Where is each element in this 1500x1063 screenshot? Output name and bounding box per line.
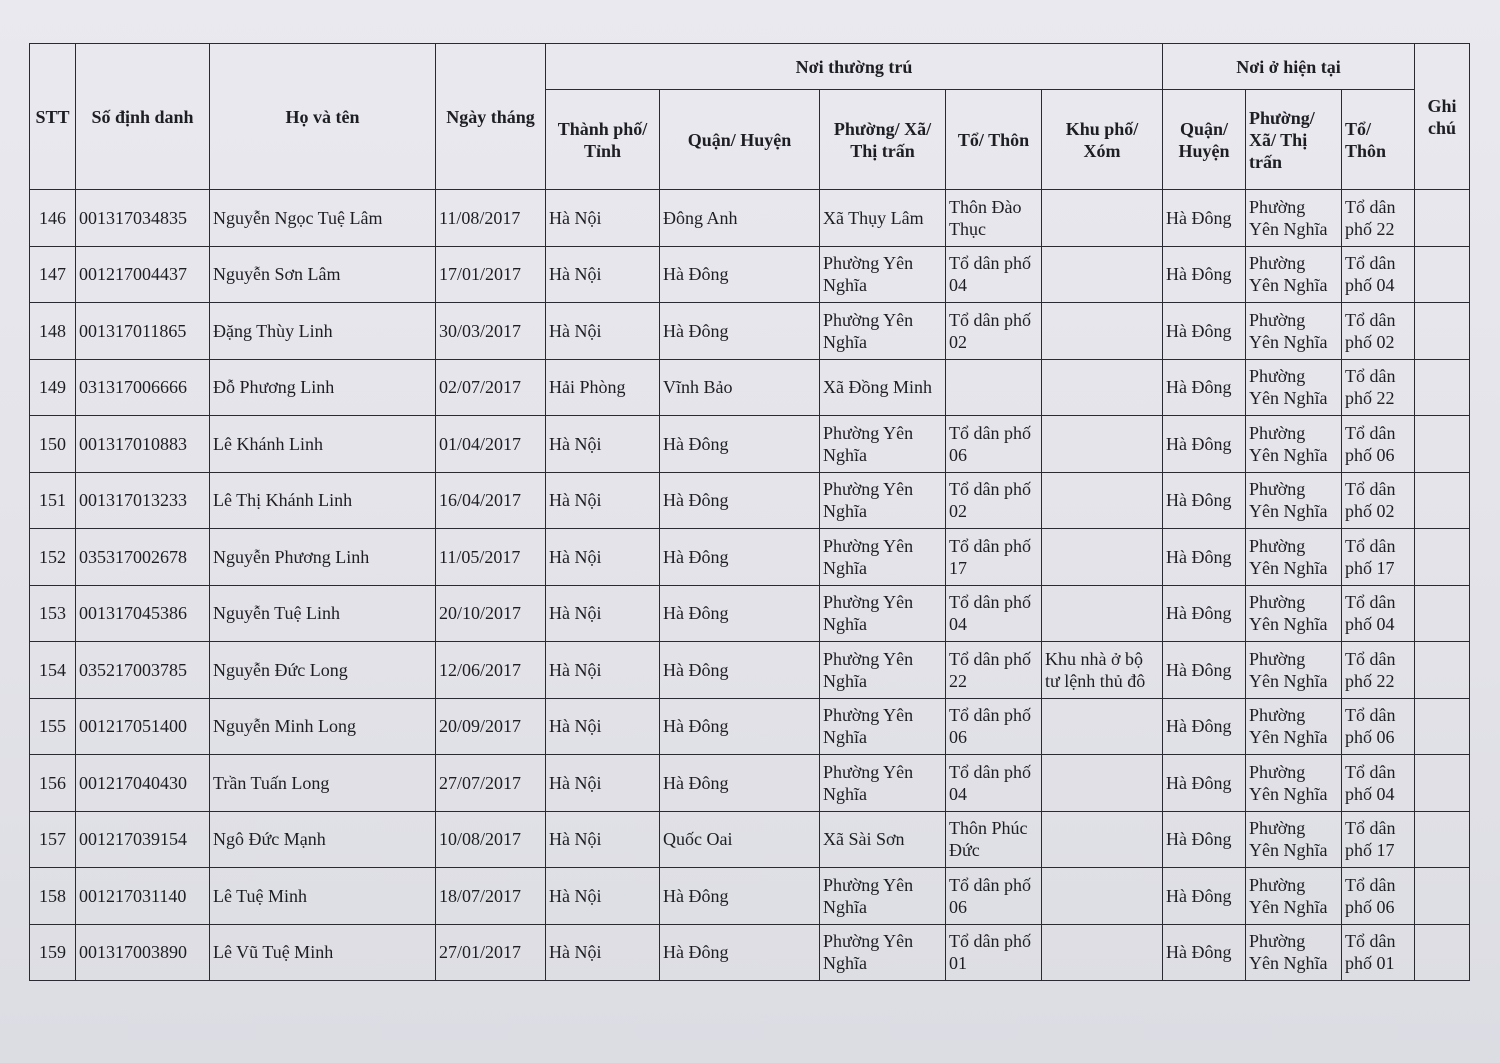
cell-cur-district: Hà Đông	[1163, 303, 1246, 360]
cell-cur-group: Tổ dân phố 02	[1342, 472, 1415, 529]
cell-perm-ward: Phường Yên Nghĩa	[820, 416, 946, 473]
cell-cur-group: Tổ dân phố 02	[1342, 303, 1415, 360]
header-note: Ghi chú	[1415, 44, 1470, 190]
cell-stt: 150	[30, 416, 76, 473]
cell-perm-block	[1042, 190, 1163, 247]
cell-perm-city: Hà Nội	[546, 811, 660, 868]
cell-perm-district: Hà Đông	[660, 585, 820, 642]
cell-perm-block	[1042, 303, 1163, 360]
cell-id: 001317045386	[76, 585, 210, 642]
header-perm-group: Tổ/ Thôn	[946, 90, 1042, 190]
cell-cur-district: Hà Đông	[1163, 698, 1246, 755]
cell-cur-group: Tổ dân phố 06	[1342, 868, 1415, 925]
cell-cur-district: Hà Đông	[1163, 529, 1246, 586]
cell-dob: 10/08/2017	[436, 811, 546, 868]
header-cur-group: Tổ/ Thôn	[1342, 90, 1415, 190]
cell-perm-block	[1042, 359, 1163, 416]
header-cur-ward: Phường/ Xã/ Thị trấn	[1246, 90, 1342, 190]
cell-perm-block	[1042, 472, 1163, 529]
table-row	[30, 303, 1470, 360]
cell-name: Lê Tuệ Minh	[210, 868, 436, 925]
table-row	[30, 698, 1470, 755]
cell-perm-group: Tổ dân phố 02	[946, 472, 1042, 529]
cell-perm-district: Quốc Oai	[660, 811, 820, 868]
cell-perm-group: Tổ dân phố 06	[946, 698, 1042, 755]
cell-stt: 158	[30, 868, 76, 925]
cell-note	[1415, 585, 1470, 642]
cell-stt: 156	[30, 755, 76, 812]
cell-cur-group: Tổ dân phố 22	[1342, 190, 1415, 247]
cell-note	[1415, 472, 1470, 529]
cell-cur-group: Tổ dân phố 04	[1342, 585, 1415, 642]
cell-id: 001317011865	[76, 303, 210, 360]
cell-cur-district: Hà Đông	[1163, 868, 1246, 925]
cell-perm-ward: Xã Thụy Lâm	[820, 190, 946, 247]
cell-cur-district: Hà Đông	[1163, 190, 1246, 247]
cell-id: 035217003785	[76, 642, 210, 699]
cell-cur-group: Tổ dân phố 22	[1342, 642, 1415, 699]
header-permanent: Nơi thường trú	[546, 44, 1163, 90]
cell-perm-district: Hà Đông	[660, 472, 820, 529]
cell-dob: 20/10/2017	[436, 585, 546, 642]
cell-perm-city: Hà Nội	[546, 755, 660, 812]
cell-perm-city: Hải Phòng	[546, 359, 660, 416]
cell-note	[1415, 359, 1470, 416]
cell-perm-ward: Phường Yên Nghĩa	[820, 303, 946, 360]
cell-note	[1415, 755, 1470, 812]
cell-cur-group: Tổ dân phố 01	[1342, 924, 1415, 981]
cell-perm-city: Hà Nội	[546, 868, 660, 925]
cell-perm-ward: Phường Yên Nghĩa	[820, 246, 946, 303]
cell-perm-block	[1042, 698, 1163, 755]
cell-perm-group: Tổ dân phố 22	[946, 642, 1042, 699]
table-row	[30, 246, 1470, 303]
cell-perm-city: Hà Nội	[546, 303, 660, 360]
cell-cur-district: Hà Đông	[1163, 642, 1246, 699]
cell-cur-group: Tổ dân phố 17	[1342, 811, 1415, 868]
cell-perm-block: Khu nhà ở bộ tư lệnh thủ đô	[1042, 642, 1163, 699]
cell-cur-group: Tổ dân phố 06	[1342, 416, 1415, 473]
cell-perm-district: Hà Đông	[660, 642, 820, 699]
cell-cur-district: Hà Đông	[1163, 924, 1246, 981]
cell-perm-block	[1042, 416, 1163, 473]
cell-perm-ward: Phường Yên Nghĩa	[820, 755, 946, 812]
cell-perm-group: Thôn Đào Thục	[946, 190, 1042, 247]
cell-perm-block	[1042, 755, 1163, 812]
header-cur-district: Quận/ Huyện	[1163, 90, 1246, 190]
cell-dob: 01/04/2017	[436, 416, 546, 473]
header-dob: Ngày tháng	[436, 44, 546, 190]
cell-perm-city: Hà Nội	[546, 246, 660, 303]
cell-perm-ward: Xã Sài Sơn	[820, 811, 946, 868]
header-current: Nơi ở hiện tại	[1163, 44, 1415, 90]
cell-id: 001217031140	[76, 868, 210, 925]
cell-note	[1415, 529, 1470, 586]
cell-name: Lê Vũ Tuệ Minh	[210, 924, 436, 981]
cell-dob: 11/08/2017	[436, 190, 546, 247]
cell-dob: 12/06/2017	[436, 642, 546, 699]
cell-perm-block	[1042, 246, 1163, 303]
cell-stt: 146	[30, 190, 76, 247]
cell-cur-district: Hà Đông	[1163, 359, 1246, 416]
cell-id: 001317010883	[76, 416, 210, 473]
cell-stt: 148	[30, 303, 76, 360]
cell-name: Nguyễn Tuệ Linh	[210, 585, 436, 642]
cell-perm-city: Hà Nội	[546, 190, 660, 247]
cell-note	[1415, 246, 1470, 303]
header-perm-block: Khu phố/ Xóm	[1042, 90, 1163, 190]
cell-perm-block	[1042, 585, 1163, 642]
cell-perm-ward: Phường Yên Nghĩa	[820, 472, 946, 529]
cell-stt: 151	[30, 472, 76, 529]
cell-cur-district: Hà Đông	[1163, 246, 1246, 303]
cell-perm-district: Hà Đông	[660, 698, 820, 755]
cell-cur-ward: Phường Yên Nghĩa	[1246, 585, 1342, 642]
cell-perm-group: Tổ dân phố 01	[946, 924, 1042, 981]
cell-perm-city: Hà Nội	[546, 924, 660, 981]
header-perm-ward: Phường/ Xã/ Thị trấn	[820, 90, 946, 190]
header-perm-city: Thành phố/ Tỉnh	[546, 90, 660, 190]
cell-name: Lê Khánh Linh	[210, 416, 436, 473]
cell-name: Nguyễn Sơn Lâm	[210, 246, 436, 303]
cell-cur-ward: Phường Yên Nghĩa	[1246, 642, 1342, 699]
cell-note	[1415, 190, 1470, 247]
cell-dob: 17/01/2017	[436, 246, 546, 303]
cell-note	[1415, 698, 1470, 755]
cell-perm-block	[1042, 529, 1163, 586]
cell-stt: 147	[30, 246, 76, 303]
cell-note	[1415, 924, 1470, 981]
cell-dob: 27/07/2017	[436, 755, 546, 812]
cell-cur-district: Hà Đông	[1163, 811, 1246, 868]
cell-perm-ward: Phường Yên Nghĩa	[820, 529, 946, 586]
cell-perm-group: Thôn Phúc Đức	[946, 811, 1042, 868]
cell-name: Lê Thị Khánh Linh	[210, 472, 436, 529]
cell-cur-ward: Phường Yên Nghĩa	[1246, 868, 1342, 925]
cell-id: 001317034835	[76, 190, 210, 247]
cell-perm-district: Hà Đông	[660, 924, 820, 981]
cell-id: 001217040430	[76, 755, 210, 812]
cell-cur-group: Tổ dân phố 22	[1342, 359, 1415, 416]
cell-perm-city: Hà Nội	[546, 698, 660, 755]
cell-cur-ward: Phường Yên Nghĩa	[1246, 359, 1342, 416]
cell-name: Nguyễn Phương Linh	[210, 529, 436, 586]
cell-stt: 149	[30, 359, 76, 416]
cell-name: Nguyễn Đức Long	[210, 642, 436, 699]
cell-perm-group: Tổ dân phố 04	[946, 585, 1042, 642]
cell-perm-ward: Phường Yên Nghĩa	[820, 585, 946, 642]
cell-dob: 16/04/2017	[436, 472, 546, 529]
cell-perm-district: Vĩnh Bảo	[660, 359, 820, 416]
cell-cur-ward: Phường Yên Nghĩa	[1246, 246, 1342, 303]
header-perm-district: Quận/ Huyện	[660, 90, 820, 190]
cell-perm-ward: Phường Yên Nghĩa	[820, 868, 946, 925]
cell-perm-city: Hà Nội	[546, 585, 660, 642]
cell-name: Trần Tuấn Long	[210, 755, 436, 812]
cell-note	[1415, 868, 1470, 925]
cell-perm-group: Tổ dân phố 04	[946, 755, 1042, 812]
cell-note	[1415, 811, 1470, 868]
cell-id: 001317003890	[76, 924, 210, 981]
cell-cur-district: Hà Đông	[1163, 472, 1246, 529]
cell-perm-city: Hà Nội	[546, 642, 660, 699]
table-row	[30, 924, 1470, 981]
table-row	[30, 585, 1470, 642]
cell-dob: 20/09/2017	[436, 698, 546, 755]
cell-perm-group: Tổ dân phố 06	[946, 868, 1042, 925]
cell-id: 001217004437	[76, 246, 210, 303]
table-row	[30, 472, 1470, 529]
cell-note	[1415, 642, 1470, 699]
cell-stt: 157	[30, 811, 76, 868]
cell-name: Đỗ Phương Linh	[210, 359, 436, 416]
cell-perm-ward: Phường Yên Nghĩa	[820, 642, 946, 699]
cell-perm-group: Tổ dân phố 17	[946, 529, 1042, 586]
cell-note	[1415, 416, 1470, 473]
cell-dob: 18/07/2017	[436, 868, 546, 925]
cell-perm-district: Hà Đông	[660, 868, 820, 925]
cell-name: Đặng Thùy Linh	[210, 303, 436, 360]
cell-dob: 30/03/2017	[436, 303, 546, 360]
header-name: Họ và tên	[210, 44, 436, 190]
cell-cur-district: Hà Đông	[1163, 416, 1246, 473]
table-body	[30, 190, 1470, 981]
cell-perm-group: Tổ dân phố 06	[946, 416, 1042, 473]
cell-perm-group: Tổ dân phố 02	[946, 303, 1042, 360]
cell-id: 001217051400	[76, 698, 210, 755]
cell-cur-group: Tổ dân phố 17	[1342, 529, 1415, 586]
cell-perm-city: Hà Nội	[546, 472, 660, 529]
cell-perm-city: Hà Nội	[546, 529, 660, 586]
cell-cur-ward: Phường Yên Nghĩa	[1246, 529, 1342, 586]
cell-cur-ward: Phường Yên Nghĩa	[1246, 190, 1342, 247]
cell-dob: 27/01/2017	[436, 924, 546, 981]
cell-stt: 152	[30, 529, 76, 586]
cell-dob: 11/05/2017	[436, 529, 546, 586]
cell-stt: 153	[30, 585, 76, 642]
cell-perm-group	[946, 359, 1042, 416]
cell-perm-block	[1042, 868, 1163, 925]
table-row	[30, 529, 1470, 586]
cell-id: 001217039154	[76, 811, 210, 868]
cell-perm-district: Hà Đông	[660, 529, 820, 586]
cell-dob: 02/07/2017	[436, 359, 546, 416]
cell-cur-ward: Phường Yên Nghĩa	[1246, 472, 1342, 529]
cell-cur-ward: Phường Yên Nghĩa	[1246, 811, 1342, 868]
cell-cur-ward: Phường Yên Nghĩa	[1246, 755, 1342, 812]
cell-cur-district: Hà Đông	[1163, 585, 1246, 642]
cell-cur-ward: Phường Yên Nghĩa	[1246, 303, 1342, 360]
table-row	[30, 416, 1470, 473]
cell-name: Nguyễn Ngọc Tuệ Lâm	[210, 190, 436, 247]
cell-cur-ward: Phường Yên Nghĩa	[1246, 416, 1342, 473]
cell-id: 035317002678	[76, 529, 210, 586]
cell-name: Ngô Đức Mạnh	[210, 811, 436, 868]
cell-perm-city: Hà Nội	[546, 416, 660, 473]
cell-perm-block	[1042, 811, 1163, 868]
cell-perm-district: Hà Đông	[660, 303, 820, 360]
table-row	[30, 359, 1470, 416]
table-row	[30, 811, 1470, 868]
cell-cur-district: Hà Đông	[1163, 755, 1246, 812]
cell-name: Nguyễn Minh Long	[210, 698, 436, 755]
cell-stt: 159	[30, 924, 76, 981]
cell-id: 001317013233	[76, 472, 210, 529]
cell-perm-group: Tổ dân phố 04	[946, 246, 1042, 303]
cell-cur-group: Tổ dân phố 04	[1342, 755, 1415, 812]
table-row	[30, 755, 1470, 812]
cell-perm-ward: Phường Yên Nghĩa	[820, 698, 946, 755]
cell-stt: 155	[30, 698, 76, 755]
cell-note	[1415, 303, 1470, 360]
cell-stt: 154	[30, 642, 76, 699]
cell-cur-group: Tổ dân phố 04	[1342, 246, 1415, 303]
cell-cur-ward: Phường Yên Nghĩa	[1246, 698, 1342, 755]
cell-cur-group: Tổ dân phố 06	[1342, 698, 1415, 755]
cell-perm-ward: Phường Yên Nghĩa	[820, 924, 946, 981]
cell-perm-district: Hà Đông	[660, 246, 820, 303]
cell-perm-block	[1042, 924, 1163, 981]
table-row	[30, 190, 1470, 247]
header-stt: STT	[30, 44, 76, 190]
table-row	[30, 642, 1470, 699]
resident-table	[29, 43, 1470, 981]
cell-perm-district: Hà Đông	[660, 755, 820, 812]
table-header	[30, 44, 1470, 190]
table-row	[30, 868, 1470, 925]
cell-perm-district: Đông Anh	[660, 190, 820, 247]
cell-id: 031317006666	[76, 359, 210, 416]
header-id: Số định danh	[76, 44, 210, 190]
cell-perm-ward: Xã Đồng Minh	[820, 359, 946, 416]
cell-perm-district: Hà Đông	[660, 416, 820, 473]
cell-cur-ward: Phường Yên Nghĩa	[1246, 924, 1342, 981]
